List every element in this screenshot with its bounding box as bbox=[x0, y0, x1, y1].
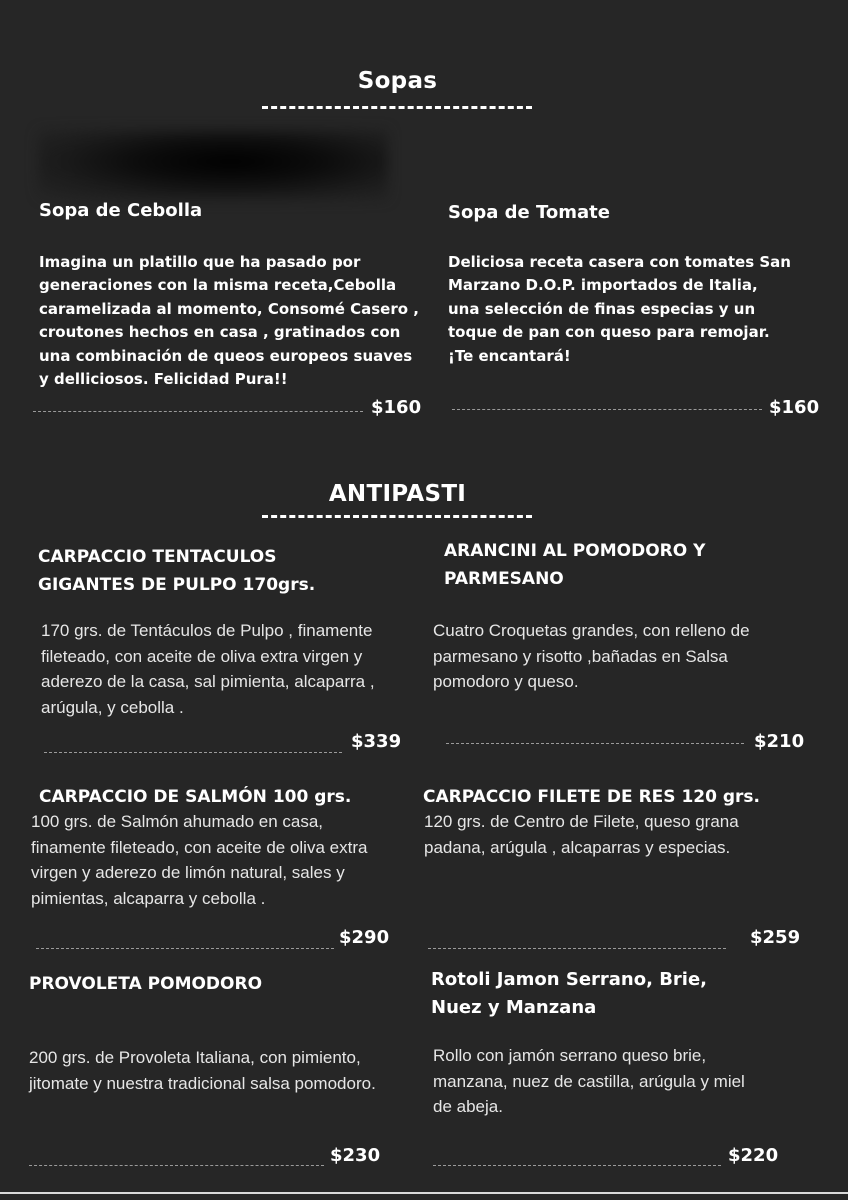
price-leader-dots bbox=[446, 743, 744, 744]
item-description-sopa-cebolla: Imagina un platillo que ha pasado por generaciones con la misma receta,Cebolla caramelizada al momento, Consomé Casero , croutones hechos en casa , gratinados con una combinación de queos europeos suaves y delliciosos. Felicidad Pura!! bbox=[39, 253, 419, 389]
item-price-carpaccio-pulpo: $339 bbox=[351, 731, 402, 752]
item-price-rotoli: $220 bbox=[728, 1145, 779, 1166]
item-title-carpaccio-pulpo: CARPACCIO TENTACULOS GIGANTES DE PULPO 170grs. bbox=[38, 547, 316, 595]
section-title-antipasti: ANTIPASTI bbox=[328, 481, 467, 507]
section-divider bbox=[262, 515, 532, 518]
item-title-rotoli: Rotoli Jamon Serrano, Brie, Nuez y Manzana bbox=[431, 969, 708, 1018]
price-leader-dots bbox=[33, 411, 363, 412]
item-title-sopa-tomate: Sopa de Tomate bbox=[448, 202, 610, 223]
price-leader-dots bbox=[433, 1165, 721, 1166]
blurred-dish-image bbox=[38, 130, 388, 200]
price-leader-dots bbox=[44, 752, 342, 753]
item-description-arancini: Cuatro Croquetas grandes, con relleno de parmesano y risotto ,bañadas en Salsa pomodoro y queso. bbox=[433, 621, 750, 691]
bottom-border-line bbox=[0, 1192, 848, 1194]
item-title-sopa-cebolla: Sopa de Cebolla bbox=[39, 200, 203, 221]
item-price-provoleta: $230 bbox=[330, 1145, 381, 1166]
item-description-carpaccio-res: 120 grs. de Centro de Filete, queso grana padana, arúgula , alcaparras y especias. bbox=[424, 812, 739, 857]
item-title-carpaccio-salmon: CARPACCIO DE SALMÓN 100 grs. bbox=[39, 787, 352, 807]
item-title-provoleta: PROVOLETA POMODORO bbox=[29, 974, 263, 994]
item-price-arancini: $210 bbox=[754, 731, 805, 752]
item-title-carpaccio-res: CARPACCIO FILETE DE RES 120 grs. bbox=[423, 787, 760, 807]
item-description-sopa-tomate: Deliciosa receta casera con tomates San Marzano D.O.P. importados de Italia, una selección de finas especias y un toque de pan con queso para remojar. ¡Te encantará! bbox=[448, 253, 791, 365]
item-description-carpaccio-salmon: 100 grs. de Salmón ahumado en casa, finamente fileteado, con aceite de oliva extra virgen y aderezo de limón natural, sales y pimientas, alcaparra y cebolla . bbox=[31, 812, 368, 908]
price-leader-dots bbox=[29, 1165, 324, 1166]
item-price-sopa-tomate: $160 bbox=[769, 397, 820, 418]
item-price-sopa-cebolla: $160 bbox=[371, 397, 422, 418]
price-leader-dots bbox=[36, 948, 334, 949]
item-price-carpaccio-res: $259 bbox=[750, 927, 801, 948]
item-description-provoleta: 200 grs. de Provoleta Italiana, con pimiento, jitomate y nuestra tradicional salsa pomodoro. bbox=[29, 1048, 376, 1093]
section-title-sopas: Sopas bbox=[357, 68, 438, 94]
section-divider bbox=[262, 106, 532, 109]
item-title-arancini: ARANCINI AL POMODORO Y PARMESANO bbox=[444, 541, 706, 589]
item-price-carpaccio-salmon: $290 bbox=[339, 927, 390, 948]
item-description-carpaccio-pulpo: 170 grs. de Tentáculos de Pulpo , finamente fileteado, con aceite de oliva extra virgen y aderezo de la casa, sal pimienta, alcaparra , arúgula, y cebolla . bbox=[41, 621, 375, 717]
price-leader-dots bbox=[452, 409, 762, 410]
item-description-rotoli: Rollo con jamón serrano queso brie, manzana, nuez de castilla, arúgula y miel de abeja. bbox=[433, 1046, 745, 1116]
price-leader-dots bbox=[428, 948, 726, 949]
